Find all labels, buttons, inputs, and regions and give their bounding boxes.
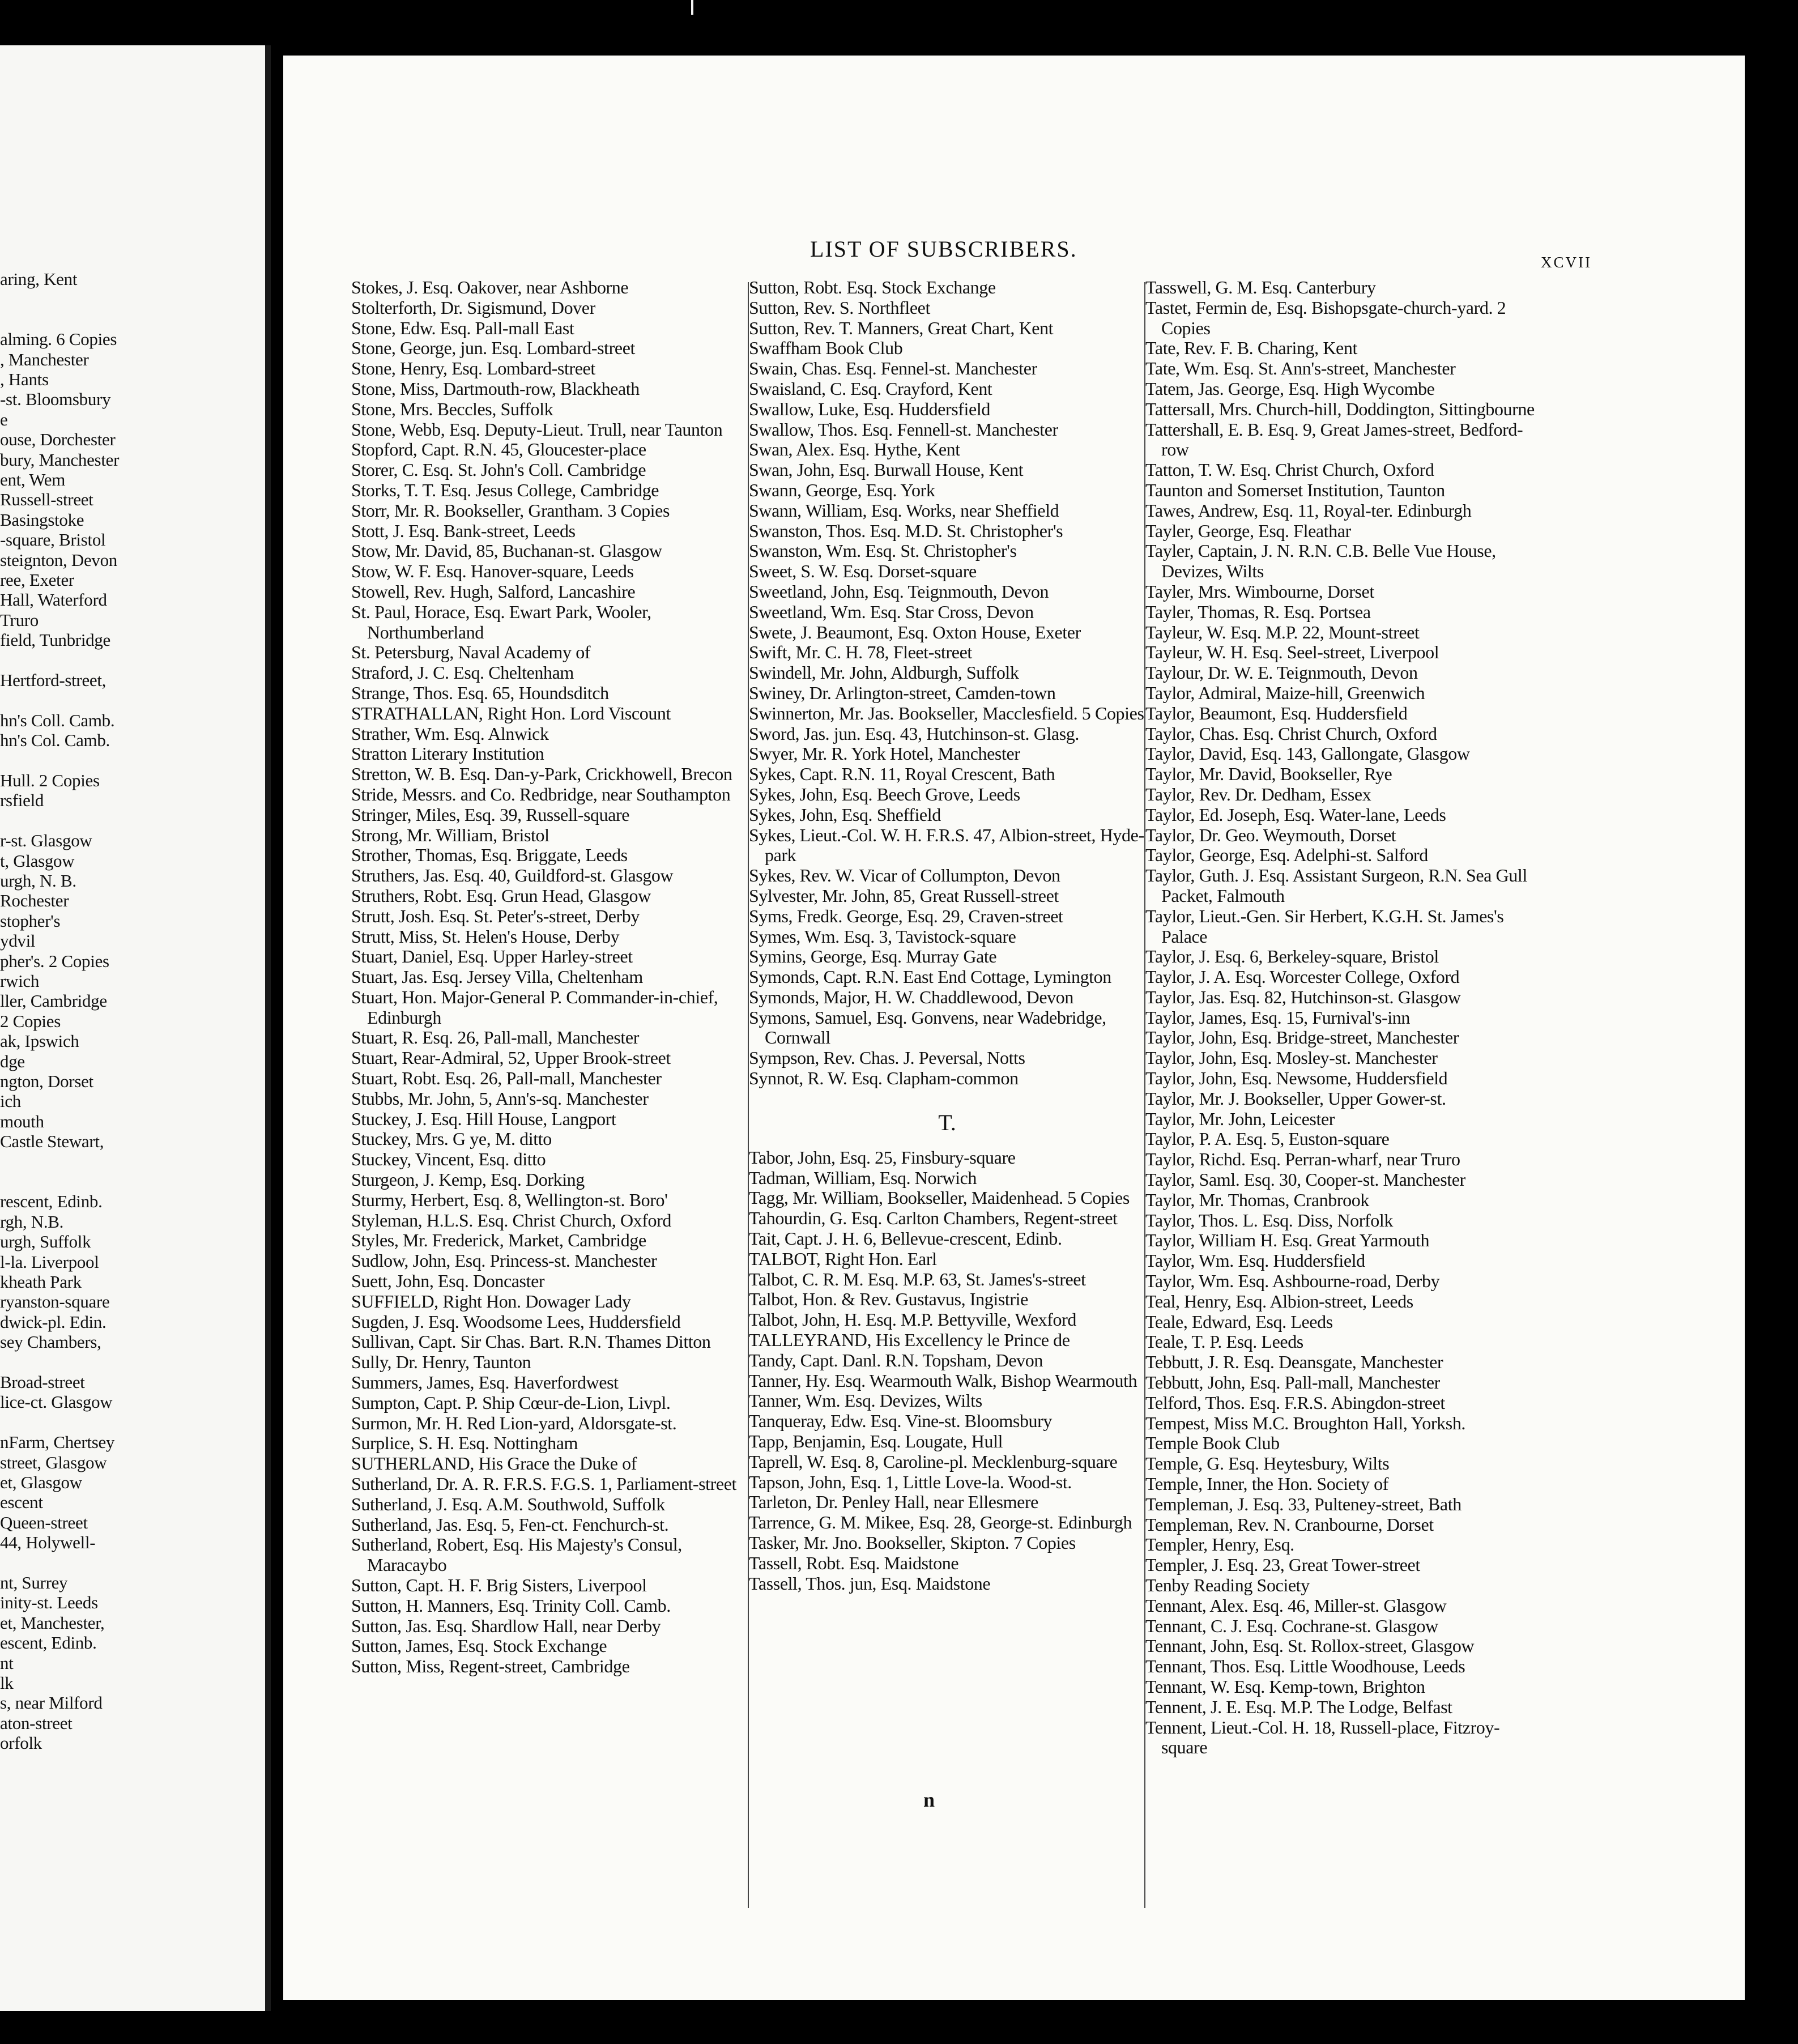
- subscriber-entry: Stow, Mr. David, 85, Buchanan-st. Glasgow: [351, 540, 662, 561]
- facing-page-line: Russell-street: [0, 489, 93, 510]
- facing-page-line: Hull. 2 Copies: [0, 770, 100, 790]
- subscriber-entry: Tattersall, Mrs. Church-hill, Doddington, Sittingbourne: [1145, 398, 1535, 419]
- subscriber-entry: Swindell, Mr. John, Aldburgh, Suffolk: [749, 662, 1019, 683]
- facing-page-line: Castle Stewart,: [0, 1131, 104, 1152]
- subscriber-entry: Tate, Wm. Esq. St. Ann's-street, Manchester: [1145, 358, 1456, 379]
- facing-page-line: alming. 6 Copies: [0, 329, 117, 350]
- signature-mark: n: [923, 1788, 935, 1811]
- subscriber-entry: Sutherland, Dr. A. R. F.R.S. F.G.S. 1, Parliament-street: [351, 1474, 737, 1494]
- subscriber-entry: Stringer, Miles, Esq. 39, Russell-square: [351, 804, 630, 825]
- facing-page-line: s, near Milford: [0, 1693, 103, 1713]
- subscriber-entry: Tennant, Alex. Esq. 46, Miller-st. Glasgow: [1145, 1595, 1447, 1616]
- facing-page-line: ouse, Dorchester: [0, 429, 116, 450]
- subscriber-entry: Sutton, H. Manners, Esq. Trinity Coll. Camb.: [351, 1595, 671, 1616]
- subscriber-entry: Taprell, W. Esq. 8, Caroline-pl. Mecklenburg-square: [749, 1451, 1118, 1472]
- subscriber-entry: Tarleton, Dr. Penley Hall, near Ellesmere: [749, 1492, 1038, 1513]
- subscriber-entry: Talbot, Hon. & Rev. Gustavus, Ingistrie: [749, 1289, 1028, 1310]
- facing-page-line: urgh, N. B.: [0, 871, 76, 891]
- subscriber-entry: Stone, Edw. Esq. Pall-mall East: [351, 317, 574, 338]
- subscriber-entry: Tayler, George, Esq. Fleathar: [1145, 520, 1351, 541]
- subscriber-entry: Stone, George, jun. Esq. Lombard-street: [351, 338, 636, 359]
- facing-page-line: stopher's: [0, 910, 61, 931]
- subscriber-entry: Stone, Mrs. Beccles, Suffolk: [351, 398, 553, 419]
- subscriber-entry: Temple Book Club: [1145, 1433, 1280, 1454]
- subscriber-entry: Sykes, Capt. R.N. 11, Royal Crescent, Bath: [749, 764, 1055, 785]
- subscriber-entry: Tasswell, G. M. Esq. Canterbury: [1145, 277, 1376, 297]
- subscriber-entry: Sylvester, Mr. John, 85, Great Russell-street: [749, 885, 1059, 906]
- subscriber-entry: Taylor, John, Esq. Bridge-street, Manchester: [1145, 1027, 1459, 1048]
- facing-page-line: ller, Cambridge: [0, 991, 107, 1011]
- facing-page-line: rgh, N.B.: [0, 1211, 64, 1232]
- subscriber-entry: Tabor, John, Esq. 25, Finsbury-square: [749, 1147, 1016, 1168]
- subscriber-entry: Symons, Samuel, Esq. Gonvens, near Wadebridge, Cornwall: [749, 1007, 1106, 1048]
- subscriber-entry: Stowell, Rev. Hugh, Salford, Lancashire: [351, 581, 636, 602]
- facing-page-line: street, Glasgow: [0, 1452, 107, 1472]
- subscriber-entry: Taylor, Wm. Esq. Ashbourne-road, Derby: [1145, 1271, 1440, 1292]
- subscriber-entry: Swaffham Book Club: [749, 338, 903, 359]
- facing-page-line: Hall, Waterford: [0, 590, 107, 610]
- subscriber-entry: Tassell, Thos. jun, Esq. Maidstone: [749, 1573, 991, 1594]
- facing-page-line: mouth: [0, 1111, 44, 1131]
- subscriber-entry: Symonds, Capt. R.N. East End Cottage, Lymington: [749, 966, 1111, 987]
- subscriber-column-1: [351, 278, 748, 1677]
- facing-page-line: Broad-street: [0, 1372, 85, 1392]
- subscriber-entry: Tandy, Capt. Danl. R.N. Topsham, Devon: [749, 1349, 1043, 1370]
- facing-page-line: sey Chambers,: [0, 1332, 101, 1352]
- subscriber-entry: Tate, Rev. F. B. Charing, Kent: [1145, 338, 1357, 359]
- subscriber-entry: Tennent, J. E. Esq. M.P. The Lodge, Belfast: [1145, 1696, 1452, 1717]
- subscriber-entry: Stratton Literary Institution: [351, 743, 544, 764]
- subscriber-entry: Sutton, Miss, Regent-street, Cambridge: [351, 1656, 630, 1677]
- subscriber-entry: Strother, Thomas, Esq. Briggate, Leeds: [351, 845, 628, 866]
- subscriber-entry: Tanner, Hy. Esq. Wearmouth Walk, Bishop Wearmouth: [749, 1370, 1137, 1391]
- subscriber-entry: Sutherland, J. Esq. A.M. Southwold, Suffolk: [351, 1493, 665, 1514]
- subscriber-entry: Templeman, Rev. N. Cranbourne, Dorset: [1145, 1514, 1434, 1535]
- subscriber-entry: Swann, William, Esq. Works, near Sheffield: [749, 500, 1059, 521]
- subscriber-entry: Tennant, W. Esq. Kemp-town, Brighton: [1145, 1676, 1425, 1697]
- subscriber-entry: Swiney, Dr. Arlington-street, Camden-town: [749, 682, 1056, 703]
- subscriber-entry: Storer, C. Esq. St. John's Coll. Cambridge: [351, 459, 646, 480]
- subscriber-entry: Sumpton, Capt. P. Ship Cœur-de-Lion, Livpl.: [351, 1392, 671, 1413]
- subscriber-entry: Swaisland, C. Esq. Crayford, Kent: [749, 378, 992, 399]
- subscriber-entry: Sutton, Capt. H. F. Brig Sisters, Liverpool: [351, 1575, 647, 1595]
- subscriber-entry: Taylor, Mr. J. Bookseller, Upper Gower-st.: [1145, 1088, 1446, 1109]
- subscriber-entry: Struthers, Jas. Esq. 40, Guildford-st. Glasgow: [351, 865, 674, 886]
- subscriber-entry: Tastet, Fermin de, Esq. Bishopsgate-church-yard. 2 Copies: [1145, 297, 1506, 338]
- subscriber-entry: Strutt, Josh. Esq. St. Peter's-street, Derby: [351, 905, 640, 926]
- facing-page-line: Truro: [0, 610, 39, 630]
- facing-page-line: hn's Coll. Camb.: [0, 710, 115, 730]
- subscriber-entry: Taylor, Rev. Dr. Dedham, Essex: [1145, 783, 1371, 804]
- subscriber-entry: Taylor, J. Esq. 6, Berkeley-square, Bristol: [1145, 946, 1439, 967]
- subscriber-entry: Templer, J. Esq. 23, Great Tower-street: [1145, 1555, 1420, 1575]
- facing-page-line: Hertford-street,: [0, 670, 106, 690]
- subscriber-entry: Symonds, Major, H. W. Chaddlewood, Devon: [749, 986, 1073, 1007]
- subscriber-entry: Sykes, Rev. W. Vicar of Collumpton, Devon: [749, 865, 1060, 886]
- subscriber-entry: Sutton, Rev. S. Northfleet: [749, 297, 930, 318]
- subscriber-entry: Temple, Inner, the Hon. Society of: [1145, 1474, 1388, 1494]
- subscriber-entry: Struthers, Robt. Esq. Grun Head, Glasgow: [351, 885, 651, 906]
- subscriber-entry: Stopford, Capt. R.N. 45, Gloucester-place: [351, 439, 646, 460]
- subscriber-entry: Sutton, James, Esq. Stock Exchange: [351, 1636, 607, 1657]
- subscriber-entry: Storks, T. T. Esq. Jesus College, Cambridge: [351, 479, 659, 500]
- subscriber-entry: Surplice, S. H. Esq. Nottingham: [351, 1433, 578, 1454]
- subscriber-entry: Symes, Wm. Esq. 3, Tavistock-square: [749, 926, 1016, 947]
- facing-page-line: kheath Park: [0, 1272, 82, 1292]
- subscriber-entry: Stuart, Jas. Esq. Jersey Villa, Cheltenham: [351, 966, 643, 987]
- scan-mark: [691, 0, 693, 15]
- facing-page-line: aring, Kent: [0, 269, 78, 289]
- facing-page-line: et, Glasgow: [0, 1472, 82, 1492]
- facing-page-line: aton-street: [0, 1713, 73, 1733]
- facing-page-line: rsfield: [0, 790, 44, 811]
- facing-page-line: escent: [0, 1492, 43, 1513]
- facing-page-line: field, Tunbridge: [0, 630, 110, 650]
- subscriber-entry: Symins, George, Esq. Murray Gate: [749, 946, 997, 967]
- subscriber-entry: Tapson, John, Esq. 1, Little Love-la. Wood-st.: [749, 1471, 1072, 1492]
- subscriber-entry: Stretton, W. B. Esq. Dan-y-Park, Crickhowell, Brecon: [351, 764, 732, 785]
- subscriber-entry: Stone, Webb, Esq. Deputy-Lieut. Trull, near Taunton: [351, 419, 723, 440]
- facing-page-line: l-la. Liverpool: [0, 1251, 99, 1272]
- subscriber-entry: Stott, J. Esq. Bank-street, Leeds: [351, 520, 576, 541]
- subscriber-entry: Sutton, Robt. Esq. Stock Exchange: [749, 277, 996, 297]
- subscriber-entry: Tawes, Andrew, Esq. 11, Royal-ter. Edinburgh: [1145, 500, 1472, 521]
- subscriber-entry: Sully, Dr. Henry, Taunton: [351, 1352, 531, 1373]
- subscriber-entry: Taylor, David, Esq. 143, Gallongate, Glasgow: [1145, 743, 1470, 764]
- facing-page-line: urgh, Suffolk: [0, 1232, 91, 1252]
- facing-page-line: 2 Copies: [0, 1011, 61, 1031]
- subscriber-entry: Syms, Fredk. George, Esq. 29, Craven-street: [749, 905, 1063, 926]
- subscriber-entry: Swanston, Thos. Esq. M.D. St. Christopher's: [749, 520, 1063, 541]
- subscriber-entry: Stolterforth, Dr. Sigismund, Dover: [351, 297, 595, 318]
- subscriber-entry: Talbot, John, H. Esq. M.P. Bettyville, Wexford: [749, 1309, 1076, 1330]
- subscriber-entry: Sympson, Rev. Chas. J. Peversal, Notts: [749, 1047, 1025, 1068]
- subscriber-entry: Swyer, Mr. R. York Hotel, Manchester: [749, 743, 1020, 764]
- facing-page-line: r-st. Glasgow: [0, 831, 92, 851]
- subscriber-entry: Tanner, Wm. Esq. Devizes, Wilts: [749, 1390, 982, 1411]
- subscriber-entry: Sweetland, John, Esq. Teignmouth, Devon: [749, 581, 1049, 602]
- facing-page-line: rescent, Edinb.: [0, 1191, 103, 1212]
- subscriber-entry: Synnot, R. W. Esq. Clapham-common: [749, 1068, 1019, 1089]
- facing-page-line: e: [0, 409, 8, 429]
- subscriber-entry: Stuart, Robt. Esq. 26, Pall-mall, Manchester: [351, 1068, 662, 1089]
- subscriber-entry: Stuart, Hon. Major-General P. Commander-in-chief, Edinburgh: [351, 986, 718, 1028]
- subscriber-entry: Templeman, J. Esq. 33, Pulteney-street, Bath: [1145, 1493, 1462, 1514]
- facing-page-line: -st. Bloomsbury: [0, 389, 111, 410]
- subscriber-entry: Sudlow, John, Esq. Princess-st. Manchester: [351, 1250, 657, 1271]
- subscriber-entry: Swain, Chas. Esq. Fennel-st. Manchester: [749, 358, 1037, 379]
- facing-page-line: nFarm, Chertsey: [0, 1432, 115, 1453]
- subscriber-entry: Sykes, John, Esq. Beech Grove, Leeds: [749, 783, 1020, 804]
- subscriber-entry: Styles, Mr. Frederick, Market, Cambridge: [351, 1230, 646, 1251]
- subscriber-entry: Sturmy, Herbert, Esq. 8, Wellington-st. Boro': [351, 1189, 668, 1210]
- facing-page-line: bury, Manchester: [0, 449, 120, 470]
- subscriber-entry: Swann, George, Esq. York: [749, 479, 935, 500]
- subscriber-entry: Stow, W. F. Esq. Hanover-square, Leeds: [351, 561, 634, 582]
- subscriber-entry: SUFFIELD, Right Hon. Dowager Lady: [351, 1291, 631, 1311]
- subscriber-entry: Stubbs, Mr. John, 5, Ann's-sq. Manchester: [351, 1088, 649, 1109]
- subscriber-entry: Taylor, Mr. Thomas, Cranbrook: [1145, 1189, 1369, 1210]
- subscriber-entry: Sykes, Lieut.-Col. W. H. F.R.S. 47, Albion-street, Hyde-park: [749, 824, 1144, 866]
- subscriber-entry: Temple, G. Esq. Heytesbury, Wilts: [1145, 1453, 1390, 1474]
- subscriber-entry: Tasker, Mr. Jno. Bookseller, Skipton. 7 Copies: [749, 1532, 1076, 1553]
- subscriber-entry: Tait, Capt. J. H. 6, Bellevue-crescent, Edinb.: [749, 1228, 1062, 1249]
- subscriber-entry: Sweetland, Wm. Esq. Star Cross, Devon: [749, 601, 1034, 622]
- subscriber-entry: Swan, Alex. Esq. Hythe, Kent: [749, 439, 960, 460]
- subscriber-entry: Tayleur, W. H. Esq. Seel-street, Liverpool: [1145, 642, 1439, 663]
- subscriber-entry: Swallow, Thos. Esq. Fennell-st. Manchester: [749, 419, 1058, 440]
- subscriber-entry: Sykes, John, Esq. Sheffield: [749, 804, 941, 825]
- subscriber-entry: Sullivan, Capt. Sir Chas. Bart. R.N. Thames Ditton: [351, 1331, 711, 1352]
- subscriber-entry: Taylor, Lieut.-Gen. Sir Herbert, K.G.H. St. James's Palace: [1145, 905, 1504, 947]
- facing-page-line: 44, Holywell-: [0, 1532, 96, 1553]
- subscriber-entry: Taylor, John, Esq. Newsome, Huddersfield: [1145, 1068, 1448, 1089]
- subscriber-entry: Tennant, Thos. Esq. Little Woodhouse, Leeds: [1145, 1656, 1465, 1677]
- subscriber-entry: Summers, James, Esq. Haverfordwest: [351, 1372, 619, 1393]
- subscriber-entry: Sugden, J. Esq. Woodsome Lees, Huddersfield: [351, 1311, 681, 1332]
- subscriber-entry: Sutherland, Jas. Esq. 5, Fen-ct. Fenchurch-st.: [351, 1514, 669, 1535]
- facing-page-line: , Manchester: [0, 349, 89, 369]
- subscriber-entry: Tayleur, W. Esq. M.P. 22, Mount-street: [1145, 621, 1420, 642]
- subscriber-entry: Taylor, Mr. David, Bookseller, Rye: [1145, 764, 1392, 785]
- subscriber-entry: Tennant, C. J. Esq. Cochrane-st. Glasgow: [1145, 1615, 1438, 1636]
- subscriber-entry: TALLEYRAND, His Excellency le Prince de: [749, 1330, 1070, 1351]
- subscriber-entry: Tapp, Benjamin, Esq. Lougate, Hull: [749, 1431, 1003, 1452]
- facing-page-line: -square, Bristol: [0, 530, 106, 550]
- subscriber-entry: Taylor, John, Esq. Mosley-st. Manchester: [1145, 1047, 1438, 1068]
- subscriber-entry: Sweet, S. W. Esq. Dorset-square: [749, 561, 977, 582]
- subscriber-entry: Teal, Henry, Esq. Albion-street, Leeds: [1145, 1291, 1413, 1311]
- subscriber-entry: Taylor, Chas. Esq. Christ Church, Oxford: [1145, 723, 1437, 744]
- subscriber-entry: Taylor, Saml. Esq. 30, Cooper-st. Manchester: [1145, 1169, 1465, 1190]
- subscriber-entry: Taylor, Wm. Esq. Huddersfield: [1145, 1250, 1365, 1271]
- facing-page-line: Basingstoke: [0, 509, 84, 530]
- subscriber-entry: Teale, T. P. Esq. Leeds: [1145, 1331, 1303, 1352]
- subscriber-entry: Stone, Miss, Dartmouth-row, Blackheath: [351, 378, 640, 399]
- subscriber-entry: Taylor, P. A. Esq. 5, Euston-square: [1145, 1129, 1390, 1149]
- facing-page-line: orfolk: [0, 1733, 42, 1753]
- subscriber-entry: Stone, Henry, Esq. Lombard-street: [351, 358, 595, 379]
- subscriber-entry: Taylor, James, Esq. 15, Furnival's-inn: [1145, 1007, 1410, 1028]
- subscriber-entry: Tadman, William, Esq. Norwich: [749, 1167, 977, 1188]
- subscriber-column-2: [749, 278, 1145, 1594]
- subscriber-entry: Stokes, J. Esq. Oakover, near Ashborne: [351, 277, 629, 297]
- subscriber-entry: Taylor, Admiral, Maize-hill, Greenwich: [1145, 682, 1425, 703]
- facing-page-line: lice-ct. Glasgow: [0, 1392, 113, 1412]
- subscriber-entry: Tagg, Mr. William, Bookseller, Maidenhead. 5 Copies: [749, 1187, 1130, 1208]
- subscriber-entry: Taunton and Somerset Institution, Taunton: [1145, 479, 1445, 500]
- subscriber-entry: Swanston, Wm. Esq. St. Christopher's: [749, 540, 1017, 561]
- subscriber-entry: Taylor, Guth. J. Esq. Assistant Surgeon, R.N. Sea Gull Packet, Falmouth: [1145, 865, 1527, 906]
- facing-page-line: dge: [0, 1051, 25, 1071]
- subscriber-entry: Taylor, Mr. John, Leicester: [1145, 1108, 1335, 1129]
- subscriber-entry: Tayler, Mrs. Wimbourne, Dorset: [1145, 581, 1374, 602]
- facing-page-line: nt, Surrey: [0, 1573, 68, 1592]
- subscriber-entry: St. Petersburg, Naval Academy of: [351, 642, 591, 663]
- facing-page-line: hn's Col. Camb.: [0, 730, 110, 751]
- subscriber-entry: Straford, J. C. Esq. Cheltenham: [351, 662, 574, 683]
- page-title: LIST OF SUBSCRIBERS.: [810, 236, 1077, 262]
- section-letter: T.: [938, 1109, 956, 1135]
- subscriber-entry: Taylor, Thos. L. Esq. Diss, Norfolk: [1145, 1210, 1393, 1230]
- subscriber-entry: Talbot, C. R. M. Esq. M.P. 63, St. James's-street: [749, 1268, 1086, 1289]
- subscriber-entry: Swete, J. Beaumont, Esq. Oxton House, Exeter: [749, 621, 1081, 642]
- subscriber-entry: Tatem, Jas. George, Esq. High Wycombe: [1145, 378, 1435, 399]
- subscriber-entry: Taylor, J. A. Esq. Worcester College, Oxford: [1145, 966, 1460, 987]
- facing-page-line: t, Glasgow: [0, 850, 75, 871]
- facing-page-line: Rochester: [0, 891, 69, 911]
- subscriber-entry: Stride, Messrs. and Co. Redbridge, near Southampton: [351, 783, 731, 804]
- subscriber-entry: Taylor, Ed. Joseph, Esq. Water-lane, Leeds: [1145, 804, 1446, 825]
- subscriber-entry: Suett, John, Esq. Doncaster: [351, 1271, 545, 1292]
- subscriber-entry: STRATHALLAN, Right Hon. Lord Viscount: [351, 702, 671, 723]
- subscriber-entry: Stuart, R. Esq. 26, Pall-mall, Manchester: [351, 1027, 639, 1048]
- subscriber-entry: Templer, Henry, Esq.: [1145, 1534, 1294, 1555]
- facing-page-line: steignton, Devon: [0, 550, 118, 570]
- subscriber-entry: TALBOT, Right Hon. Earl: [749, 1248, 937, 1269]
- facing-page-line: lk: [0, 1673, 14, 1693]
- subscriber-entry: Tayler, Thomas, R. Esq. Portsea: [1145, 601, 1371, 622]
- subscriber-entry: Taylour, Dr. W. E. Teignmouth, Devon: [1145, 662, 1418, 683]
- subscriber-entry: Tempest, Miss M.C. Broughton Hall, Yorksh.: [1145, 1412, 1466, 1433]
- subscriber-entry: Tattershall, E. B. Esq. 9, Great James-street, Bedford-row: [1145, 419, 1523, 460]
- subscriber-entry: Taylor, William H. Esq. Great Yarmouth: [1145, 1230, 1430, 1251]
- subscriber-entry: SUTHERLAND, His Grace the Duke of: [351, 1453, 637, 1474]
- subscriber-entry: Sutton, Jas. Esq. Shardlow Hall, near Derby: [351, 1615, 661, 1636]
- facing-page-line: rwich: [0, 971, 40, 991]
- facing-page-line: pher's. 2 Copies: [0, 951, 109, 971]
- subscriber-entry: Strange, Thos. Esq. 65, Houndsditch: [351, 682, 609, 703]
- subscriber-entry: Sturgeon, J. Kemp, Esq. Dorking: [351, 1169, 585, 1190]
- subscriber-entry: Taylor, Dr. Geo. Weymouth, Dorset: [1145, 824, 1396, 845]
- subscriber-entry: Stuckey, J. Esq. Hill House, Langport: [351, 1108, 616, 1129]
- subscriber-entry: Teale, Edward, Esq. Leeds: [1145, 1311, 1333, 1332]
- subscriber-entry: Telford, Thos. Esq. F.R.S. Abingdon-street: [1145, 1392, 1445, 1413]
- subscriber-entry: St. Paul, Horace, Esq. Ewart Park, Wooler, Northumberland: [351, 601, 651, 642]
- facing-page-line: et, Manchester,: [0, 1612, 105, 1633]
- page: [283, 56, 1745, 2000]
- facing-page-line: ak, Ipswich: [0, 1031, 79, 1051]
- subscriber-entry: Stuckey, Mrs. G ye, M. ditto: [351, 1129, 552, 1149]
- facing-page-line: ryanston-square: [0, 1292, 110, 1312]
- subscriber-entry: Taylor, George, Esq. Adelphi-st. Salford: [1145, 845, 1428, 866]
- subscriber-entry: Tennent, Lieut.-Col. H. 18, Russell-place, Fitzroy-square: [1145, 1717, 1500, 1758]
- subscriber-entry: Stuart, Daniel, Esq. Upper Harley-street: [351, 946, 633, 967]
- subscriber-entry: Taylor, Jas. Esq. 82, Hutchinson-st. Glasgow: [1145, 986, 1461, 1007]
- subscriber-entry: Sutherland, Robert, Esq. His Majesty's Consul, Maracaybo: [351, 1534, 682, 1575]
- subscriber-entry: Tassell, Robt. Esq. Maidstone: [749, 1552, 959, 1573]
- facing-page-line: inity-st. Leeds: [0, 1592, 98, 1613]
- subscriber-entry: Strong, Mr. William, Bristol: [351, 824, 549, 845]
- subscriber-entry: Taylor, Beaumont, Esq. Huddersfield: [1145, 702, 1408, 723]
- subscriber-entry: Tarrence, G. M. Mikee, Esq. 28, George-st. Edinburgh: [749, 1512, 1132, 1533]
- subscriber-entry: Storr, Mr. R. Bookseller, Grantham. 3 Copies: [351, 500, 670, 521]
- subscriber-column-3: [1145, 278, 1542, 1758]
- subscriber-entry: Swinnerton, Mr. Jas. Bookseller, Macclesfield. 5 Copies: [749, 702, 1144, 723]
- subscriber-entry: Strather, Wm. Esq. Alnwick: [351, 723, 549, 744]
- facing-page-line: ich: [0, 1091, 21, 1112]
- facing-page-line: ree, Exeter: [0, 570, 74, 590]
- subscriber-entry: Styleman, H.L.S. Esq. Christ Church, Oxford: [351, 1210, 671, 1230]
- facing-page-line: Queen-street: [0, 1512, 88, 1532]
- subscriber-entry: Strutt, Miss, St. Helen's House, Derby: [351, 926, 620, 947]
- subscriber-entry: Surmon, Mr. H. Red Lion-yard, Aldorsgate-st.: [351, 1412, 677, 1433]
- subscriber-entry: Tahourdin, G. Esq. Carlton Chambers, Regent-street: [749, 1208, 1118, 1229]
- subscriber-entry: Tenby Reading Society: [1145, 1575, 1310, 1595]
- facing-page-line: ngton, Dorset: [0, 1071, 93, 1091]
- facing-page-line: dwick-pl. Edin.: [0, 1311, 106, 1332]
- subscriber-entry: Tennant, John, Esq. St. Rollox-street, Glasgow: [1145, 1636, 1475, 1657]
- subscriber-entry: Stuckey, Vincent, Esq. ditto: [351, 1149, 546, 1170]
- subscriber-entry: Taylor, Richd. Esq. Perran-wharf, near Truro: [1145, 1149, 1460, 1170]
- subscriber-entry: Sword, Jas. jun. Esq. 43, Hutchinson-st. Glasg.: [749, 723, 1079, 744]
- facing-page-line: ydvil: [0, 931, 36, 951]
- subscriber-entry: Swift, Mr. C. H. 78, Fleet-street: [749, 642, 972, 663]
- subscriber-entry: Sutton, Rev. T. Manners, Great Chart, Kent: [749, 317, 1054, 338]
- subscriber-entry: Tanqueray, Edw. Esq. Vine-st. Bloomsbury: [749, 1411, 1053, 1432]
- facing-page-line: ent, Wem: [0, 470, 66, 489]
- facing-page-fragment: [0, 45, 271, 2011]
- subscriber-entry: Swan, John, Esq. Burwall House, Kent: [749, 459, 1024, 480]
- subscriber-entry: Tatton, T. W. Esq. Christ Church, Oxford: [1145, 459, 1434, 480]
- subscriber-entry: Tebbutt, John, Esq. Pall-mall, Manchester: [1145, 1372, 1440, 1393]
- page-number: XCVII: [1541, 254, 1592, 271]
- facing-page-line: escent, Edinb.: [0, 1633, 97, 1653]
- subscriber-entry: Swallow, Luke, Esq. Huddersfield: [749, 398, 990, 419]
- facing-page-line: , Hants: [0, 369, 49, 389]
- subscriber-entry: Tebbutt, J. R. Esq. Deansgate, Manchester: [1145, 1352, 1443, 1373]
- subscriber-entry: Stuart, Rear-Admiral, 52, Upper Brook-street: [351, 1047, 671, 1068]
- subscriber-entry: Tayler, Captain, J. N. R.N. C.B. Belle Vue House, Devizes, Wilts: [1145, 540, 1496, 582]
- facing-page-line: nt: [0, 1653, 14, 1673]
